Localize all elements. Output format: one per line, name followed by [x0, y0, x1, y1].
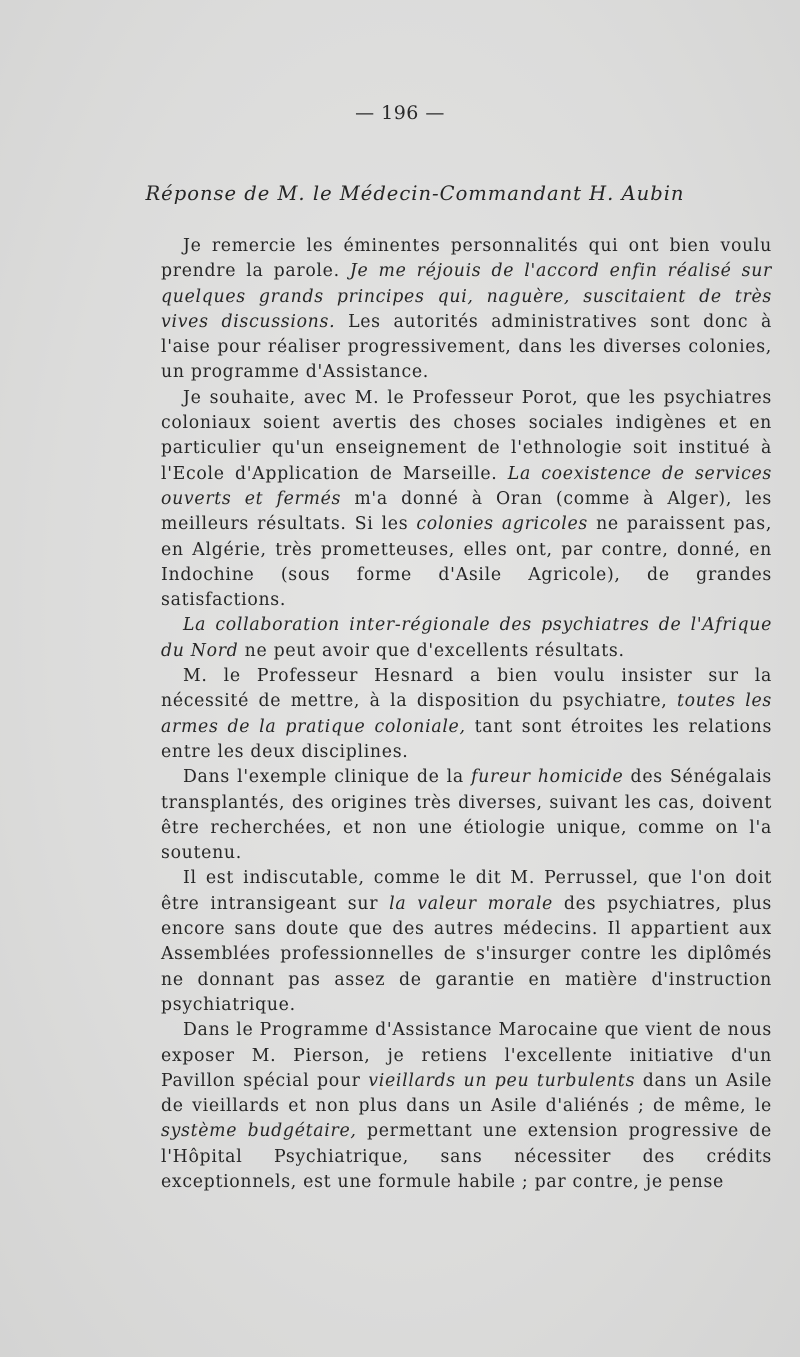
paragraph — [161, 613, 772, 664]
text-run: Dans le Programme d'Assistance Marocaine que vient de nous exposer M. Pierson, je retiens l'excellente initiative d'un Pavillon spécial pour — [161, 1020, 772, 1091]
text-run: Je remercie les éminentes personnalités qui ont bien voulu prendre la parole. — [161, 236, 772, 282]
text-run: des Sénégalais transplantés, des origines très diverses, suivant les cas, doivent être recherchées, et non une étiologie unique, comme on l'a soutenu. — [161, 767, 772, 864]
italic-run: colonies agricoles — [416, 514, 588, 535]
text-run: M. le Professeur Hesnard a bien voulu insister sur la nécessité de mettre, à la disposition du psychiatre, — [161, 666, 772, 712]
paragraph — [161, 234, 772, 386]
text-run: ne paraissent pas, en Algérie, très prometteuses, elles ont, par contre, donné, en Indochine (sous forme d'Asile Agricole), de grandes satisfactions. — [161, 514, 773, 611]
body-text — [161, 234, 772, 1195]
italic-run: la valeur morale — [389, 893, 553, 914]
text-run: Dans l'exemple clinique de la — [183, 767, 472, 788]
text-run: m'a donné à Oran (comme à Alger), les meilleurs résultats. Si les — [161, 488, 772, 535]
italic-run: La coexistence de services ouverts et fermés — [161, 463, 772, 509]
italic-run: système budgétaire, — [161, 1121, 357, 1142]
text-run: tant sont étroites les relations entre les deux disciplines. — [161, 716, 773, 762]
paragraph — [161, 866, 772, 1018]
italic-run: fureur homicide — [471, 767, 624, 788]
paragraph — [161, 1018, 772, 1195]
paragraph — [161, 765, 772, 866]
text-run: Les autorités administratives sont donc à l'aise pour réaliser progressivement, dans les diverses colonies, un programme d'Assistance. — [161, 311, 773, 383]
italic-run: Je me réjouis de l'accord enfin réalisé sur quelques grands principes qui, naguère, suscitaient de très vives discussions. — [161, 261, 772, 332]
italic-run: vieillards un peu turbulents — [368, 1070, 636, 1091]
italic-run: toutes les armes de la pratique coloniale, — [161, 691, 772, 737]
paragraph — [161, 664, 772, 765]
text-run: dans un Asile de vieillards et non plus dans un Asile d'aliénés ; de même, le — [161, 1070, 772, 1117]
paragraph — [161, 386, 772, 614]
page-number: — 196 — — [355, 102, 445, 124]
text-run: Je souhaite, avec M. le Professeur Porot, que les psychiatres coloniaux soient avertis des choses sociales indigènes et en particulier qu'un enseignement de l'ethnologie soit institué à l'Ecole d'Application de Marseille. — [161, 387, 772, 484]
section-heading: Réponse de M. le Médecin-Commandant H. Aubin — [145, 182, 685, 205]
italic-run: La collaboration inter-régionale des psychiatres de l'Afrique du Nord — [161, 615, 772, 661]
text-run: Il est indiscutable, comme le dit M. Perrussel, que l'on doit être intransigeant sur — [161, 868, 772, 914]
text-run: permettant une extension progressive de l'Hôpital Psychiatrique, sans nécessiter des crédits exceptionnels, est une formule habile ; par contre, je pense — [161, 1121, 772, 1192]
text-run: ne peut avoir que d'excellents résultats. — [238, 640, 625, 661]
text-run: des psychiatres, plus encore sans doute que des autres médecins. Il appartient aux Assemblées professionnelles de s'insurger contre les diplômés ne donnant pas assez de garantie en matière d'instruction psychiatrique. — [161, 893, 772, 1015]
